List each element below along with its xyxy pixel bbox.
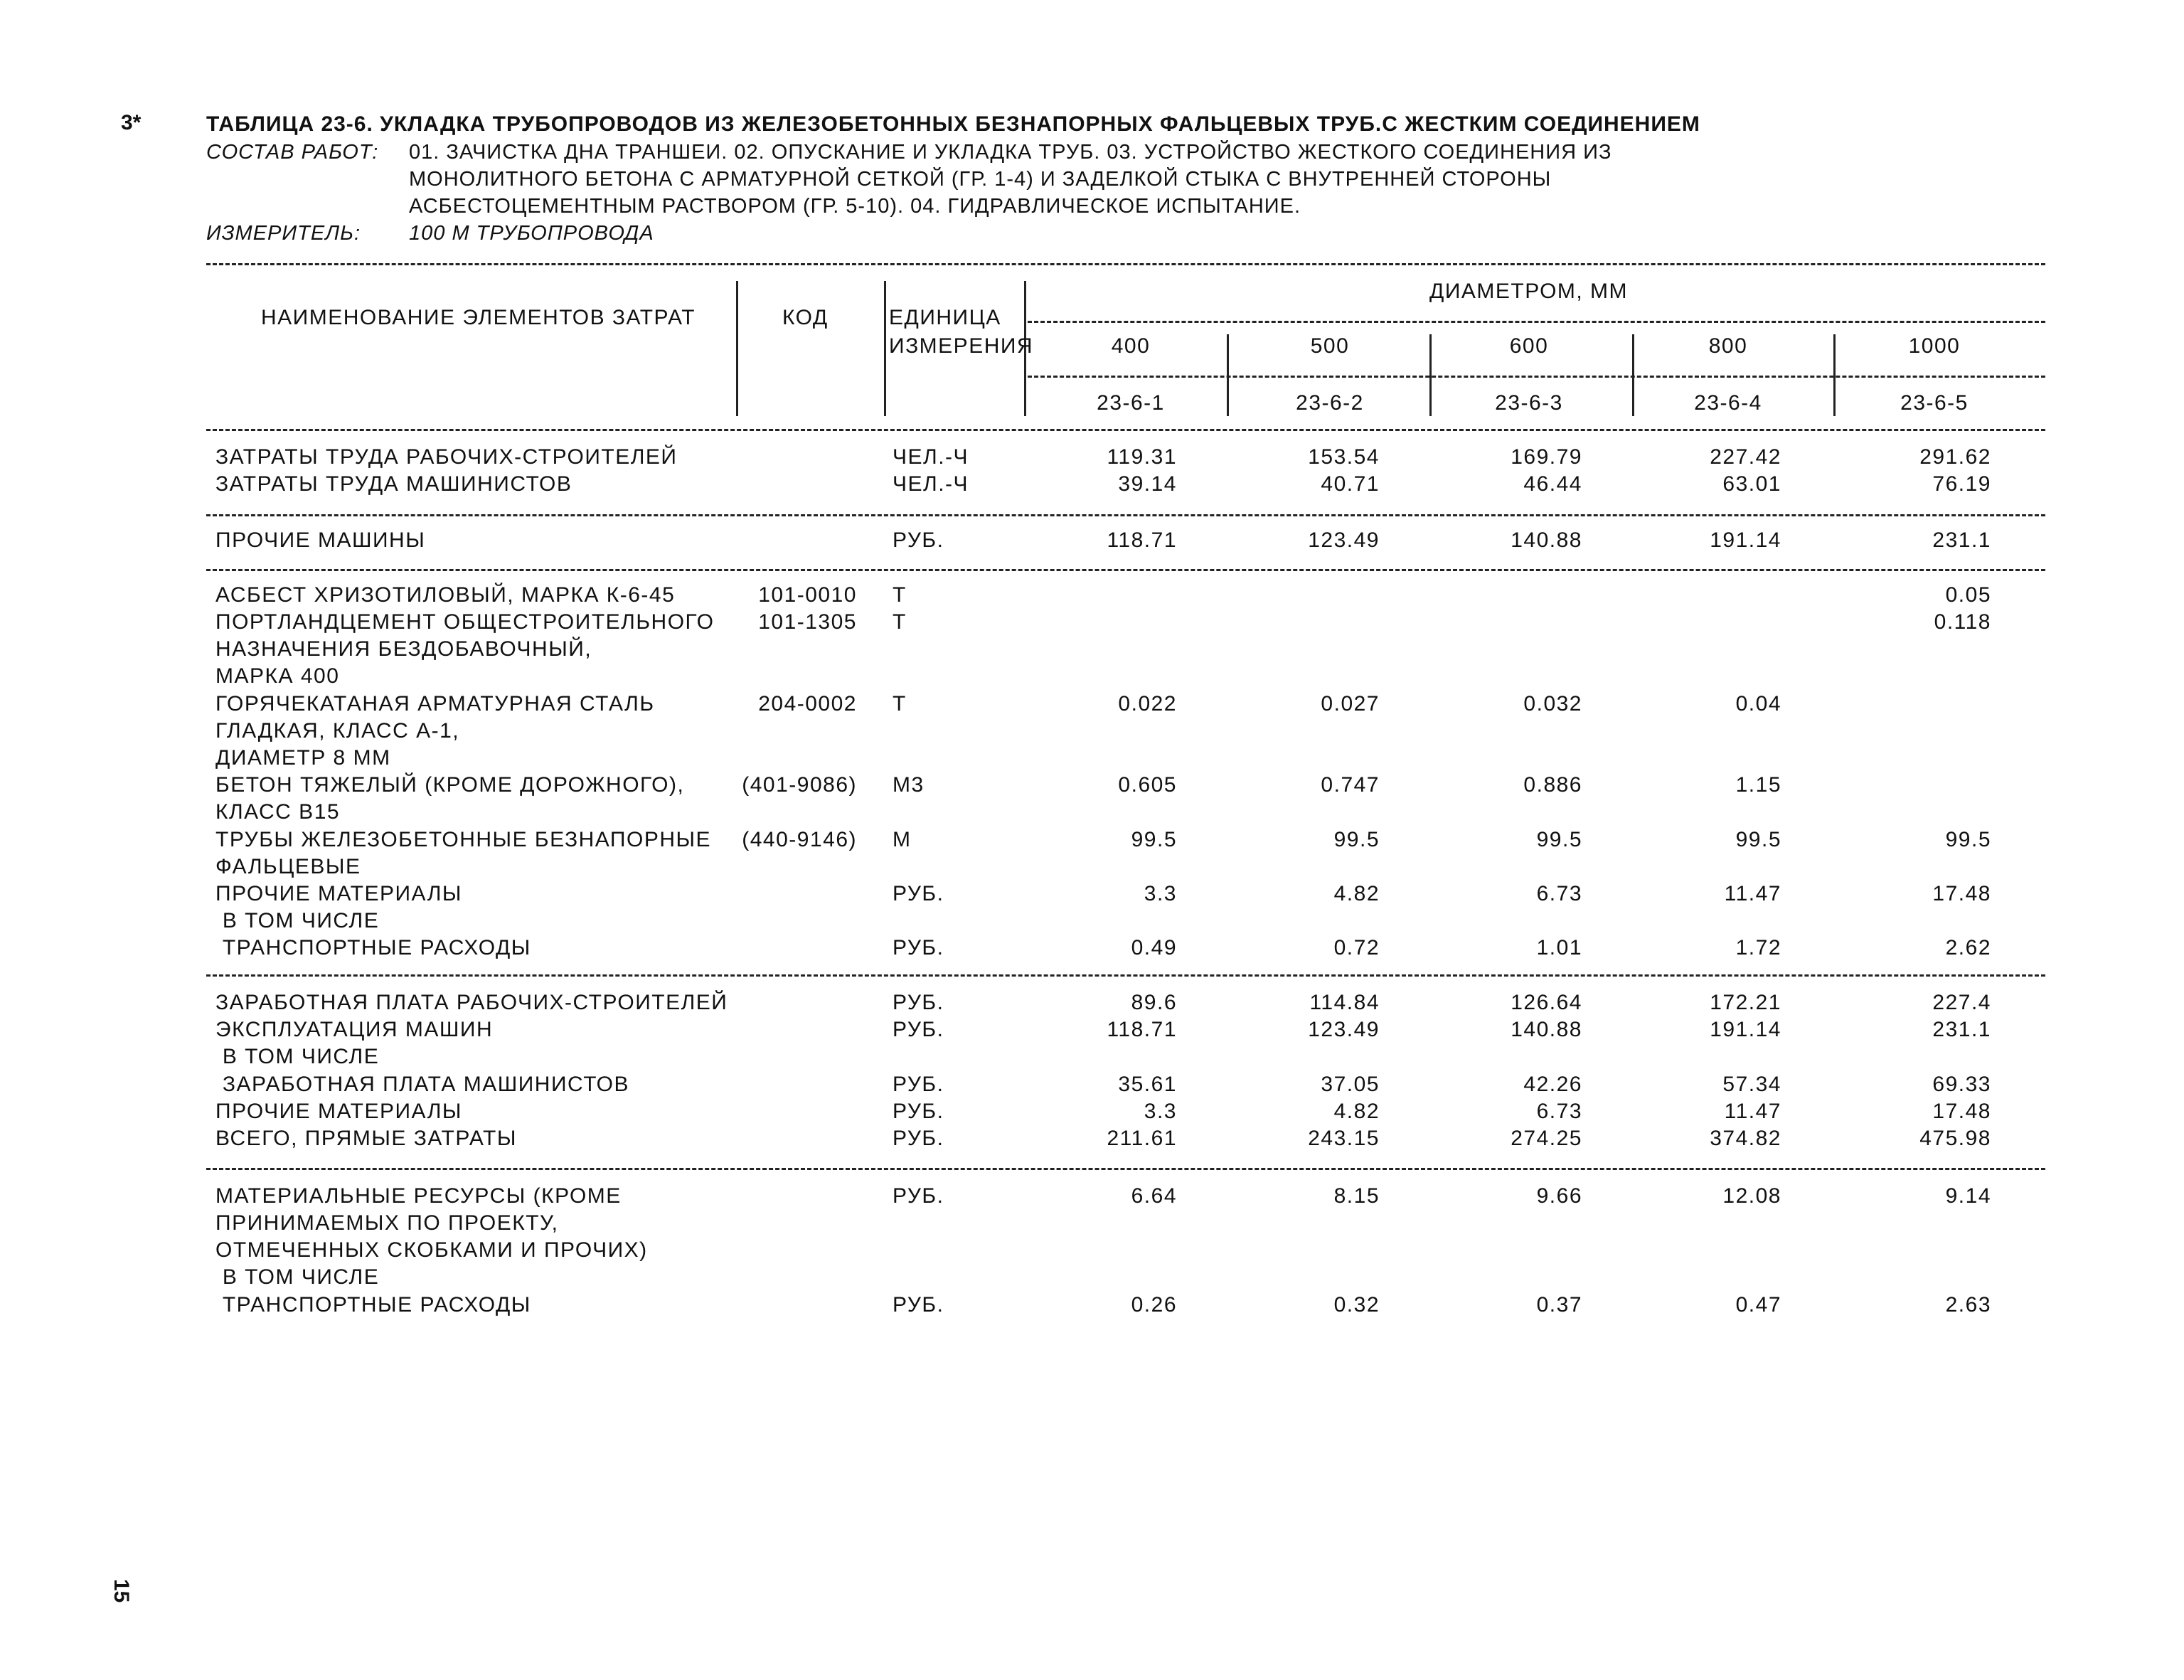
row-value-5: 9.14 (1945, 1184, 1991, 1208)
row-value-2: 0.32 (1333, 1293, 1380, 1317)
header-diameter-500: 500 (1310, 334, 1350, 358)
row-value-1: 0.605 (1118, 773, 1177, 797)
unit-value: 100 М ТРУБОПРОВОДА (409, 222, 654, 245)
row-value-2: 8.15 (1333, 1184, 1380, 1208)
row-name: ЗАТРАТЫ ТРУДА РАБОЧИХ-СТРОИТЕЛЕЙ (215, 445, 678, 469)
row-name: НАЗНАЧЕНИЯ БЕЗДОБАВОЧНЫЙ, (215, 637, 592, 661)
row-value-3: 140.88 (1511, 528, 1582, 552)
row-value-1: 119.31 (1107, 445, 1177, 469)
row-name: ТРУБЫ ЖЕЛЕЗОБЕТОННЫЕ БЕЗНАПОРНЫЕ (215, 828, 712, 851)
row-value-3: 140.88 (1511, 1018, 1582, 1041)
row-code: (401-9086) (742, 773, 857, 797)
row-value-3: 99.5 (1536, 828, 1582, 851)
row-value-4: 12.08 (1722, 1184, 1781, 1208)
row-name: В ТОМ ЧИСЛЕ (215, 1045, 380, 1068)
row-unit: ЧЕЛ.-Ч (893, 472, 969, 496)
row-unit: Т (893, 583, 907, 607)
composition-line-3: АСБЕСТОЦЕМЕНТНЫМ РАСТВОРОМ (ГР. 5-10). 04. ГИДРАВЛИЧЕСКОЕ ИСПЫТАНИЕ. (409, 195, 1301, 218)
unit-label: ИЗМЕРИТЕЛЬ: (206, 222, 361, 245)
row-unit: РУБ. (893, 1018, 944, 1041)
row-value-2: 123.49 (1308, 528, 1380, 552)
row-value-1: 39.14 (1118, 472, 1177, 496)
row-name: ГЛАДКАЯ, КЛАСС А-1, (215, 719, 460, 743)
header-unit-1: ЕДИНИЦА (889, 306, 1001, 329)
row-name: ЭКСПЛУАТАЦИЯ МАШИН (215, 1018, 494, 1041)
corner-mark: 3* (121, 111, 142, 134)
row-value-4: 0.04 (1735, 692, 1781, 716)
row-value-5: 2.63 (1945, 1293, 1991, 1317)
diameter-group-rule (1028, 321, 2045, 323)
section-rule-1 (206, 514, 2045, 516)
header-bar-d2 (1429, 334, 1432, 416)
row-value-5: 475.98 (1919, 1127, 1991, 1150)
row-unit: РУБ. (893, 991, 944, 1014)
row-name: ОТМЕЧЕННЫХ СКОБКАМИ И ПРОЧИХ) (215, 1238, 648, 1262)
row-value-2: 4.82 (1333, 1100, 1380, 1123)
row-value-2: 0.027 (1321, 692, 1380, 716)
section-rule-4 (206, 1168, 2045, 1170)
row-value-5: 227.4 (1932, 991, 1991, 1014)
row-value-5: 76.19 (1932, 472, 1991, 496)
row-value-4: 172.21 (1710, 991, 1781, 1014)
row-name: МАТЕРИАЛЬНЫЕ РЕСУРСЫ (КРОМЕ (215, 1184, 622, 1208)
row-value-4: 11.47 (1724, 882, 1781, 905)
row-value-2: 0.72 (1333, 936, 1380, 959)
row-unit: РУБ. (893, 1073, 944, 1096)
diameter-code-rule (1028, 376, 2045, 378)
composition-line-1: 01. ЗАЧИСТКА ДНА ТРАНШЕИ. 02. ОПУСКАНИЕ И УКЛАДКА ТРУБ. 03. УСТРОЙСТВО ЖЕСТКОГО СОЕДИНЕНИЯ ИЗ (409, 141, 1612, 164)
row-value-5: 291.62 (1919, 445, 1991, 469)
row-name: ЗАТРАТЫ ТРУДА МАШИНИСТОВ (215, 472, 572, 496)
row-value-3: 0.37 (1536, 1293, 1582, 1317)
header-bar-d1 (1227, 334, 1229, 416)
table-title: ТАБЛИЦА 23-6. УКЛАДКА ТРУБОПРОВОДОВ ИЗ ЖЕЛЕЗОБЕТОННЫХ БЕЗНАПОРНЫХ ФАЛЬЦЕВЫХ ТРУБ.С ЖЕСТКИМ СОЕДИНЕНИЕМ (206, 112, 1700, 136)
row-name: ЗАРАБОТНАЯ ПЛАТА РАБОЧИХ-СТРОИТЕЛЕЙ (215, 991, 728, 1014)
row-value-1: 35.61 (1118, 1073, 1177, 1096)
row-value-5: 17.48 (1932, 1100, 1991, 1123)
row-value-4: 63.01 (1722, 472, 1781, 496)
row-value-4: 1.15 (1735, 773, 1781, 797)
row-unit: М (893, 828, 912, 851)
row-name: АСБЕСТ ХРИЗОТИЛОВЫЙ, МАРКА К-6-45 (215, 583, 676, 607)
row-value-1: 6.64 (1131, 1184, 1177, 1208)
row-code: 101-0010 (758, 583, 857, 607)
row-value-4: 374.82 (1710, 1127, 1781, 1150)
row-value-1: 118.71 (1107, 1018, 1177, 1041)
row-value-1: 3.3 (1144, 882, 1177, 905)
row-name: В ТОМ ЧИСЛЕ (215, 909, 380, 932)
header-code-3: 23-6-3 (1495, 391, 1563, 415)
row-unit: РУБ. (893, 1293, 944, 1317)
row-value-3: 169.79 (1511, 445, 1582, 469)
row-value-5: 2.62 (1945, 936, 1991, 959)
row-name: ПОРТЛАНДЦЕМЕНТ ОБЩЕСТРОИТЕЛЬНОГО (215, 610, 715, 634)
header-diameter-800: 800 (1708, 334, 1748, 358)
row-name: КЛАСС В15 (215, 800, 341, 824)
row-value-5: 17.48 (1932, 882, 1991, 905)
header-code-4: 23-6-4 (1694, 391, 1762, 415)
row-name: ЗАРАБОТНАЯ ПЛАТА МАШИНИСТОВ (215, 1073, 630, 1096)
row-name: В ТОМ ЧИСЛЕ (215, 1265, 380, 1289)
row-name: ПРИНИМАЕМЫХ ПО ПРОЕКТУ, (215, 1211, 559, 1235)
row-name: ТРАНСПОРТНЫЕ РАСХОДЫ (215, 936, 531, 959)
row-value-2: 4.82 (1333, 882, 1380, 905)
row-code: 101-1305 (758, 610, 857, 634)
row-value-2: 40.71 (1321, 472, 1380, 496)
row-value-3: 126.64 (1511, 991, 1582, 1014)
row-unit: РУБ. (893, 528, 944, 552)
row-value-2: 123.49 (1308, 1018, 1380, 1041)
row-value-2: 0.747 (1321, 773, 1380, 797)
row-value-1: 99.5 (1131, 828, 1177, 851)
row-value-3: 6.73 (1536, 882, 1582, 905)
header-bar-d4 (1833, 334, 1836, 416)
row-name: ТРАНСПОРТНЫЕ РАСХОДЫ (215, 1293, 531, 1317)
row-value-2: 99.5 (1333, 828, 1380, 851)
row-name: МАРКА 400 (215, 664, 340, 688)
row-value-5: 231.1 (1932, 528, 1991, 552)
page-number: 15 (110, 1579, 133, 1603)
row-value-1: 118.71 (1107, 528, 1177, 552)
row-value-5: 0.118 (1934, 610, 1991, 634)
row-value-1: 211.61 (1107, 1127, 1177, 1150)
row-value-2: 243.15 (1308, 1127, 1380, 1150)
row-value-3: 1.01 (1536, 936, 1582, 959)
row-value-5: 231.1 (1932, 1018, 1991, 1041)
row-unit: М3 (893, 773, 925, 797)
row-value-3: 42.26 (1523, 1073, 1582, 1096)
row-value-1: 0.26 (1131, 1293, 1177, 1317)
header-bar-d3 (1632, 334, 1634, 416)
row-name: ГОРЯЧЕКАТАНАЯ АРМАТУРНАЯ СТАЛЬ (215, 692, 655, 716)
row-value-2: 153.54 (1308, 445, 1380, 469)
row-unit: РУБ. (893, 1184, 944, 1208)
row-name: ДИАМЕТР 8 ММ (215, 746, 391, 770)
row-name: ФАЛЬЦЕВЫЕ (215, 855, 361, 878)
header-diameter-1000: 1000 (1908, 334, 1961, 358)
row-value-4: 11.47 (1724, 1100, 1781, 1123)
section-rule-2 (206, 569, 2045, 571)
header-code-2: 23-6-2 (1296, 391, 1364, 415)
row-unit: РУБ. (893, 936, 944, 959)
row-unit: РУБ. (893, 1127, 944, 1150)
header-code-1: 23-6-1 (1097, 391, 1165, 415)
row-unit: Т (893, 692, 907, 716)
row-value-3: 274.25 (1511, 1127, 1582, 1150)
row-unit: Т (893, 610, 907, 634)
row-value-2: 37.05 (1321, 1073, 1380, 1096)
row-value-1: 3.3 (1144, 1100, 1177, 1123)
row-value-4: 191.14 (1710, 528, 1781, 552)
row-unit: ЧЕЛ.-Ч (893, 445, 969, 469)
row-value-3: 0.032 (1523, 692, 1582, 716)
row-name: ПРОЧИЕ МАТЕРИАЛЫ (215, 1100, 462, 1123)
header-top-rule (206, 263, 2045, 265)
header-diameter-600: 600 (1509, 334, 1549, 358)
header-diameter-400: 400 (1111, 334, 1151, 358)
row-value-3: 46.44 (1523, 472, 1582, 496)
row-name: ПРОЧИЕ МАШИНЫ (215, 528, 426, 552)
row-name: ПРОЧИЕ МАТЕРИАЛЫ (215, 882, 462, 905)
header-code: КОД (782, 306, 829, 329)
composition-label: СОСТАВ РАБОТ: (206, 141, 379, 164)
header-bar-code (884, 281, 886, 416)
composition-line-2: МОНОЛИТНОГО БЕТОНА С АРМАТУРНОЙ СЕТКОЙ (ГР. 1-4) И ЗАДЕЛКОЙ СТЫКА С ВНУТРЕННЕЙ СТОРОНЫ (409, 168, 1552, 191)
row-name: БЕТОН ТЯЖЕЛЫЙ (КРОМЕ ДОРОЖНОГО), (215, 773, 685, 797)
header-bar-name (736, 281, 738, 416)
row-value-4: 191.14 (1710, 1018, 1781, 1041)
row-value-5: 69.33 (1932, 1073, 1991, 1096)
row-value-2: 114.84 (1309, 991, 1380, 1014)
row-value-4: 57.34 (1722, 1073, 1781, 1096)
row-value-1: 89.6 (1131, 991, 1177, 1014)
row-value-5: 99.5 (1945, 828, 1991, 851)
row-unit: РУБ. (893, 1100, 944, 1123)
row-value-4: 1.72 (1735, 936, 1781, 959)
row-value-1: 0.022 (1118, 692, 1177, 716)
row-name: ВСЕГО, ПРЯМЫЕ ЗАТРАТЫ (215, 1127, 517, 1150)
header-name: НАИМЕНОВАНИЕ ЭЛЕМЕНТОВ ЗАТРАТ (261, 306, 696, 329)
header-code-5: 23-6-5 (1900, 391, 1969, 415)
row-value-3: 0.886 (1523, 773, 1582, 797)
row-value-4: 0.47 (1735, 1293, 1781, 1317)
row-value-3: 6.73 (1536, 1100, 1582, 1123)
row-code: 204-0002 (758, 692, 857, 716)
header-bottom-rule (206, 429, 2045, 431)
row-value-5: 0.05 (1945, 583, 1991, 607)
row-value-3: 9.66 (1536, 1184, 1582, 1208)
header-diameter-group: ДИАМЕТРОМ, ММ (1429, 280, 1629, 303)
header-unit-2: ИЗМЕРЕНИЯ (889, 334, 1034, 358)
row-value-1: 0.49 (1131, 936, 1177, 959)
row-value-4: 227.42 (1710, 445, 1781, 469)
row-value-4: 99.5 (1735, 828, 1781, 851)
row-code: (440-9146) (742, 828, 857, 851)
row-unit: РУБ. (893, 882, 944, 905)
section-rule-3 (206, 974, 2045, 977)
